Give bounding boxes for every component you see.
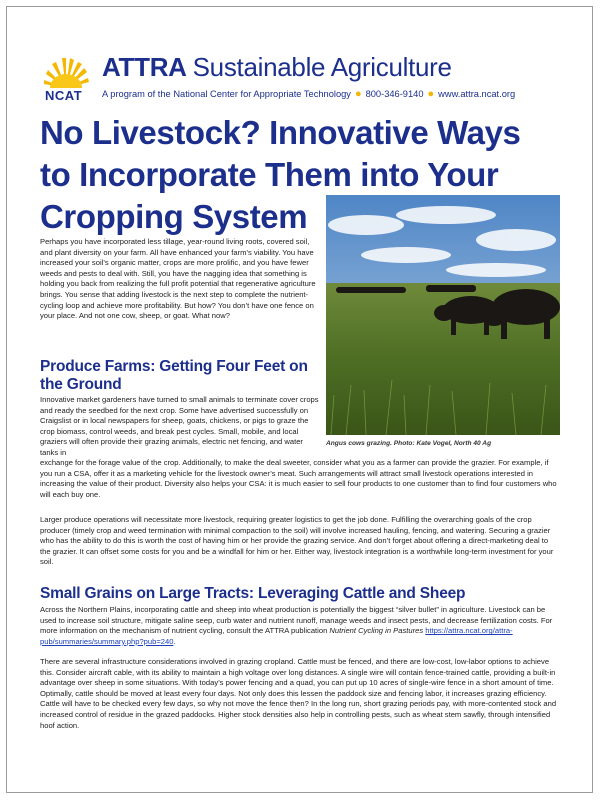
brand-main: ATTRA (102, 52, 186, 82)
intro-paragraph: Perhaps you have incorporated less tillage, year-round living roots, covered soil, and plant diversity on your farm. All have enhanced your farm’s viability. You have increased your soil’s organic matter, crops are more prolific, and you have fewer weeds and pests to deal with. Still, you have the nagging idea that something is holding you back from realizing the full profit potential that regenerative agriculture brings. You sense that adding livestock is the next step to complete the nutrient-cycling loop and achieve more profitability. But how? You don’t have one fence on your place. And not one cow, sheep, or goat. What now? (40, 237, 316, 321)
title-line: to Incorporate Them into Your (40, 156, 499, 193)
brand-title (102, 52, 452, 83)
cattle-grazing-photo (326, 195, 560, 435)
produce-paragraph-2: Larger produce operations will necessitate more livestock, requiring greater logistics to get the job done. Fulfilling the overarching goals of the crop producer (timely crop and weed termination with minimal compaction to the soil) will involve increased hauling, fencing, and watering. Securing a grazier who has the ability to do this is worth the cost of having him or her provide the grazing service. And don’t forget about offering a direct-marketing deal to the grazier. It can offset some costs for you and be a windfall for him or her. Either way, livestock integration is a worthwhile long-term investment for your soil. (40, 515, 554, 567)
tagline-text: A program of the National Center for Appropriate Technology (102, 89, 351, 99)
grains-paragraph-2: There are several infrastructure considerations involved in grazing cropland. Cattle must be fenced, and there are low-cost, low-labor options to achieve this. Consider aircraft cable, with its ability to maintain a high voltage over long distances. A single wire will contain fence-trained cattle, providing a built-in advantage over sheep in some situations. With today’s power fencing and a quad, you can put up 10 acres of single-wire fence in a short amount of time. Optimally, cattle should be moved at least every four days. Not only does this lessen the paddock size and fencing labor, it increases grazing efficiency. Cattle will have to be checked every few days, so why not move the fence then? In the long run, short grazing periods pay, with more-contented stock and increased control of residue in the grazed paddocks. Higher stock densities also help in controlling pests, such as wheat stem sawfly, through intensified hoof action. (40, 657, 557, 730)
produce-paragraph-1a: Innovative market gardeners have turned to small animals to terminate cover crops and ready the seedbed for the next crop. Some have advertised successfully on Craigslist or in local newspapers for sheep, goats, chickens, or pigs to graze the crop biomass, control weeds, and break pest cycles. Small, mobile, and local graziers will often provide their grazing animals, electric net fencing, and water tanks in (40, 395, 319, 457)
bullet-dot-icon: ● (427, 88, 435, 100)
header-tagline (102, 88, 515, 100)
produce-paragraph-1b: exchange for the forage value of the crop. Additionally, to make the deal sweeter, consider what you as a farmer can provide the grazier. For example, if you run a CSA, offer it as a marketing vehicle for the livestock owner’s meat. Such arrangements will attract small livestock operations interested in increasing the value of their product. Diversity also helps your CSA: it is much easier to sell four products to one customer than to find four customers who will each buy one. (40, 458, 557, 499)
publication-title: Nutrient Cycling in Pastures (329, 626, 424, 636)
phone-number: 800-346-9140 (365, 89, 424, 99)
brand-sub: Sustainable Agriculture (192, 52, 452, 82)
website-link[interactable]: www.attra.ncat.org (438, 89, 516, 99)
section-heading-produce-farms: Produce Farms: Getting Four Feet on the Ground (40, 358, 308, 393)
bullet-dot-icon: ● (354, 88, 362, 100)
section-heading-small-grains: Small Grains on Large Tracts: Leveraging Cattle and Sheep (40, 585, 466, 602)
grains-paragraph-1-text: Across the Northern Plains, incorporating cattle and sheep into wheat production is potentially the biggest “silver bullet” in agriculture. Livestock can be used to increase soil structure, mitigate saline seep, curb water and nutrient runoff, manage weeds and insect pests, and decrease fertilization costs. For more information on the mechanism of nutrient cycling, consult the ATTRA publication (40, 605, 553, 636)
ncat-logo-text: NCAT (45, 88, 83, 103)
photo-caption: Angus cows grazing. Photo: Kate Vogel, North 40 Ag (326, 440, 492, 447)
publication-link[interactable]: https://attra.ncat.org/attra-pub/summaries/summary.php?pub=240 (40, 626, 513, 646)
title-line: Cropping System (40, 198, 308, 235)
title-line: No Livestock? Innovative Ways (40, 114, 521, 151)
grains-paragraph-1 (40, 605, 560, 647)
link-end: . (173, 636, 176, 646)
